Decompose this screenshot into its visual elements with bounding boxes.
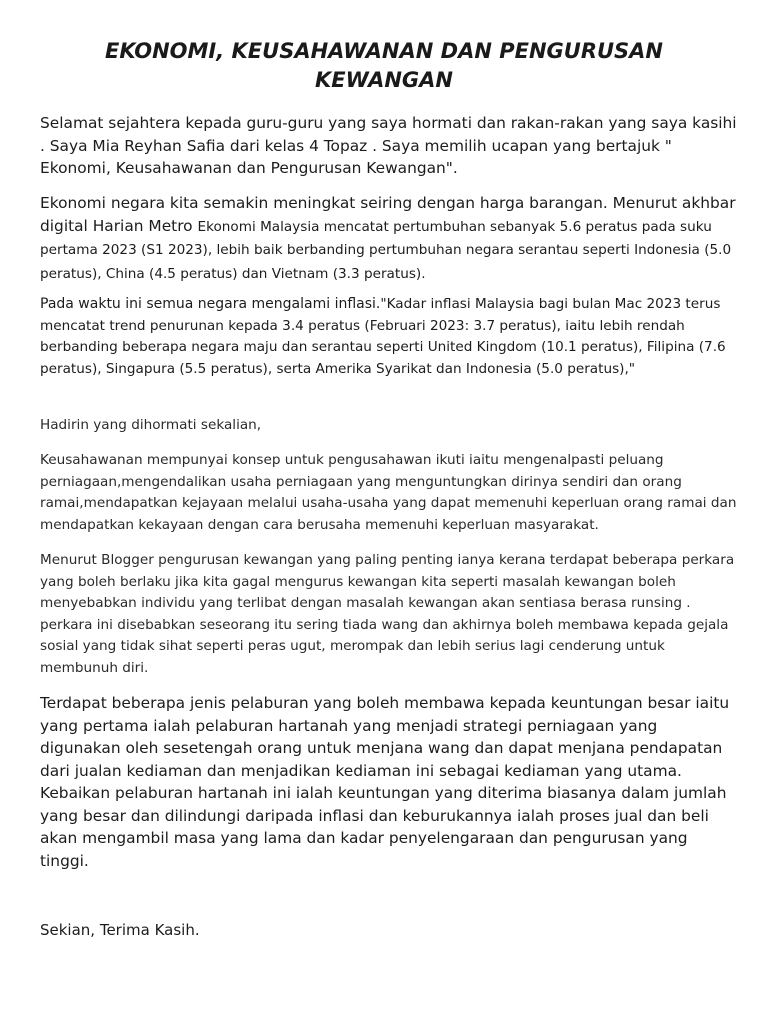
document-title: EKONOMI, KEUSAHAWANAN DAN PENGURUSAN KEWANGAN bbox=[104, 39, 663, 92]
finance-paragraph: Menurut Blogger pengurusan kewangan yang paling penting ianya kerana terdapat beberapa perkara yang boleh berlaku jika kita gagal mengurus kewangan kita seperti masalah kewangan boleh menyebabkan individu yang terlibat dengan masalah kewangan akan sentiasa berasa runsing . perkara ini disebabkan seseorang itu sering tiada wang dan akhirnya boleh membawa kepada gejala sosial yang tidak sihat seperti peras ugut, merompak dan lebih serius lagi cenderung untuk membunuh diri. bbox=[40, 552, 735, 676]
investment-paragraph: Terdapat beberapa jenis pelaburan yang boleh membawa kepada keuntungan besar iaitu yang pertama ialah pelaburan hartanah yang menjadi strategi perniagaan yang digunakan oleh sesetengah orang untuk menjana wang dan dapat menjana pendapatan dari jualan kediaman dan menjadikan kediaman ini sebagai kediaman yang utama. Kebaikan pelaburan hartanah ini ialah keuntungan yang diterima biasanya dalam jumlah yang besar dan dilindungi daripada inflasi dan keburukannya ialah proses jual dan beli akan mengambil masa yang lama dan kadar penyelengaraan dan pengurusan yang tinggi. bbox=[40, 694, 730, 870]
greeting-paragraph: Hadirin yang dihormati sekalian, bbox=[40, 417, 262, 433]
closing-paragraph: Sekian, Terima Kasih. bbox=[40, 921, 200, 939]
economy-lead-text: Ekonomi negara kita semakin meningkat seiring dengan harga barangan. Menurut akhbar digital Harian Metro bbox=[40, 194, 736, 235]
economy-quote-text: Ekonomi Malaysia mencatat pertumbuhan sebanyak 5.6 peratus pada suku pertama 2023 (S1 2023), lebih baik berbanding pertumbuhan negara serantau seperti Indonesia (5.0 peratus), China (4.5 peratus) dan Vietnam (3.3 peratus). bbox=[40, 218, 732, 282]
intro-paragraph: Selamat sejahtera kepada guru-guru yang saya hormati dan rakan-rakan yang saya kasihi . Saya Mia Reyhan Safia dari kelas 4 Topaz . Saya memilih ucapan yang bertajuk " Ekonomi, Keusahawanan dan Pengurusan Kewangan". bbox=[40, 114, 737, 177]
inflation-paragraph bbox=[40, 294, 740, 380]
inflation-lead-text: Pada waktu ini semua negara mengalami inflasi. bbox=[40, 296, 381, 312]
inflation-quote-text: "Kadar inflasi Malaysia bagi bulan Mac 2023 terus mencatat trend penurunan kepada 3.4 peratus (Februari 2023: 3.7 peratus), iaitu lebih rendah berbanding beberapa negara maju dan serantau seperti United Kingdom (10.1 peratus), Filipina (7.6 peratus), Singapura (5.5 peratus), serta Amerika Syarikat dan Indonesia (5.0 peratus)," bbox=[40, 296, 726, 377]
economy-paragraph bbox=[40, 192, 740, 285]
entrepreneurship-paragraph: Keusahawanan mempunyai konsep untuk pengusahawan ikuti iaitu mengenalpasti peluang perniagaan,mengendalikan usaha perniagaan yang menguntungkan dirinya sendiri dan orang ramai,mendapatkan kejayaan melalui usaha-usaha yang dapat memenuhi keperluan orang ramai dan mendapatkan kekayaan dengan cara berusaha memenuhi keperluan masyarakat. bbox=[40, 452, 737, 533]
